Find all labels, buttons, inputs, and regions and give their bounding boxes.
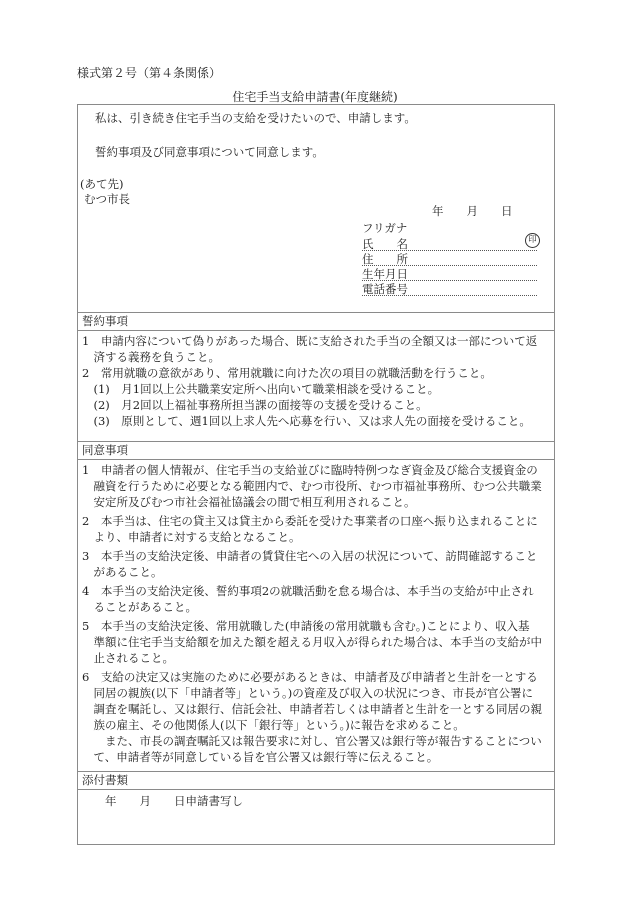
birthdate-label: 生年月日 <box>362 267 408 281</box>
address-field[interactable] <box>362 251 537 266</box>
consent-line: 6 支給の決定又は実施のために必要があるときは、申請者及び申請者と生計を一とする <box>82 670 538 684</box>
consent-line: 同居の親族(以下「申請者等」という。)の資産及び収入の状況につき、市長が官公署に <box>82 686 534 700</box>
pledge-heading: 誓約事項 <box>82 314 128 328</box>
divider <box>77 771 555 772</box>
consent-line: 融資を行うために必要となる範囲内で、むつ市役所、むつ市福祉事務所、むつ公共職業 <box>82 479 542 493</box>
attachment-item[interactable]: 年 月 日申請書写し <box>105 794 243 808</box>
consent-line: 4 本手当の支給決定後、誓約事項2の就職活動を怠る場合は、本手当の支給が中止され <box>82 584 534 598</box>
pledge-line: (1) 月1回以上公共職業安定所へ出向いて職業相談を受けること。 <box>82 382 440 396</box>
consent-line: 1 申請者の個人情報が、住宅手当の支給並びに臨時特例つなぎ資金及び総合支援資金の <box>82 463 538 477</box>
divider <box>77 459 555 460</box>
address-label: 住 所 <box>362 252 408 266</box>
phone-field[interactable] <box>362 281 537 296</box>
consent-line: 族の雇主、その他関係人(以下「銀行等」という。)に報告を求めること。 <box>82 718 465 732</box>
pledge-line: 済する義務を負うこと。 <box>82 350 220 364</box>
consent-line: 調査を嘱託し、又は銀行、信託会社、申請者若しくは申請者と生計を一とする同居の親 <box>82 702 542 716</box>
addressee-label: (あて先) <box>80 177 124 191</box>
consent-line: 止されること。 <box>82 651 174 665</box>
phone-label: 電話番号 <box>362 282 408 296</box>
pledge-line: 1 申請内容について偽りがあった場合、既に支給された手当の全額又は一部について返 <box>82 334 538 348</box>
name-field[interactable] <box>362 236 537 251</box>
consent-heading: 同意事項 <box>82 443 128 457</box>
document-title: 住宅手当支給申請書(年度継続) <box>232 90 398 104</box>
consent-line: 準額に住宅手当支給額を加えた額を超える月収入が得られた場合は、本手当の支給が中 <box>82 635 542 649</box>
divider <box>77 312 555 313</box>
divider <box>77 330 555 331</box>
consent-line: また、市長の調査嘱託又は報告要求に対し、官公署又は銀行等が報告することについ <box>82 734 542 748</box>
seal-mark: 印 <box>525 233 540 248</box>
divider <box>77 789 555 790</box>
consent-line: 5 本手当の支給決定後、常用就職した(申請後の常用就職も含む。)ことにより、収入基 <box>82 619 530 633</box>
agreement-statement: 誓約事項及び同意事項について同意します。 <box>95 145 324 159</box>
consent-line: て、申請者等が同意している旨を官公署又は銀行等に伝えること。 <box>82 750 439 764</box>
birthdate-field[interactable] <box>362 266 537 281</box>
date-field[interactable]: 年 月 日 <box>432 204 513 218</box>
addressee: むつ市長 <box>84 192 130 206</box>
pledge-line: (2) 月2回以上福祉事務所担当課の面接等の支援を受けること。 <box>82 398 428 412</box>
application-statement: 私は、引き続き住宅手当の支給を受けたいので、申請します。 <box>95 111 416 125</box>
name-label: 氏 名 <box>362 237 408 251</box>
consent-line: があること。 <box>82 565 163 579</box>
consent-line: より、申請者に対する支給となること。 <box>82 530 301 544</box>
pledge-line: (3) 原則として、週1回以上求人先へ応募を行い、又は求人先の面接を受けること。 <box>82 414 531 428</box>
furigana-label: フリガナ <box>362 221 408 235</box>
consent-line: ることがあること。 <box>82 600 197 614</box>
consent-line: 2 本手当は、住宅の貸主又は貸主から委託を受けた事業者の口座へ振り込まれることに <box>82 514 538 528</box>
consent-line: 3 本手当の支給決定後、申請者の賃貸住宅への入居の状況について、訪問確認すること <box>82 549 538 563</box>
divider <box>77 441 555 442</box>
pledge-line: 2 常用就職の意欲があり、常用就職に向けた次の項目の就職活動を行うこと。 <box>82 366 492 380</box>
consent-line: 安定所及びむつ市社会福祉協議会の間で相互利用されること。 <box>82 495 416 509</box>
attachments-heading: 添付書類 <box>82 773 128 787</box>
form-number: 様式第２号（第４条関係） <box>77 66 222 80</box>
